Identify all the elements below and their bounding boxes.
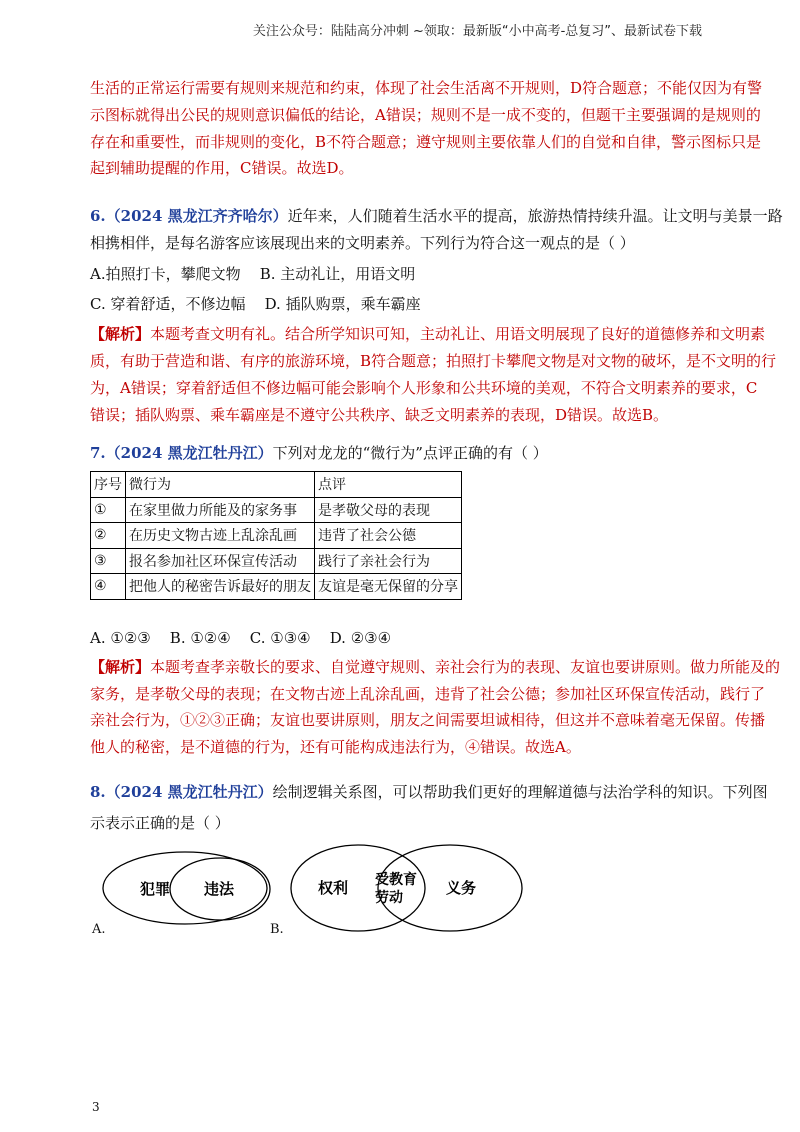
analysis-tag: 【解析】 bbox=[90, 325, 151, 344]
inner-label: 违法 bbox=[204, 880, 235, 898]
table-cell: 是孝敬父母的表现 bbox=[315, 497, 462, 523]
table-cell: 践行了亲社会行为 bbox=[315, 548, 462, 574]
option-c: C. ①③④ bbox=[249, 629, 311, 647]
analysis-text: 家务，是孝敬父母的表现；在文物古迹上乱涂乱画，违背了社会公德；参加社区环保宣传活动，践行了 bbox=[90, 684, 766, 703]
question-number: 7.（2024 黑龙江牡丹江） bbox=[90, 444, 273, 462]
question-stem: 下列对龙龙的“微行为”点评正确的有（ ） bbox=[272, 444, 548, 462]
table-header: 点评 bbox=[315, 472, 462, 498]
diagram-a-label: A. bbox=[92, 922, 106, 937]
option-d: D. 插队购票，乘车霸座 bbox=[264, 295, 421, 314]
question-number: 8.（2024 黑龙江牡丹江） bbox=[90, 783, 273, 801]
table-cell: 在家里做力所能及的家务事 bbox=[126, 497, 315, 523]
option-a: A. ①②③ bbox=[90, 629, 151, 647]
table-cell: 报名参加社区环保宣传活动 bbox=[126, 548, 315, 574]
question-7 bbox=[90, 440, 710, 467]
analysis-text: 本题考查文明有礼。结合所学知识可知，主动礼让、用语文明展现了良好的道德修养和文明素 bbox=[150, 325, 766, 344]
question-8 bbox=[90, 779, 768, 837]
behavior-table bbox=[90, 471, 462, 600]
diagram-b-label: B. bbox=[270, 922, 284, 937]
table-row bbox=[91, 548, 462, 574]
prev-analysis bbox=[90, 75, 763, 182]
table-cell: ① bbox=[91, 497, 126, 523]
table-header: 序号 bbox=[91, 472, 126, 498]
diagram-b bbox=[288, 842, 528, 934]
outer-label: 犯罪 bbox=[140, 880, 171, 898]
left-circle bbox=[291, 845, 425, 931]
table-header: 微行为 bbox=[126, 472, 315, 498]
question-stem: 示表示正确的是（ ） bbox=[90, 813, 230, 832]
center-label: 劳动 bbox=[375, 890, 403, 906]
question-stem: 相携相伴，是每名游客应该展现出来的文明素养。下列行为符合这一观点的是（ ） bbox=[90, 233, 635, 252]
table-row bbox=[91, 497, 462, 523]
analysis-text: 本题考查孝亲敬长的要求、自觉遵守规则、亲社会行为的表现、友谊也要讲原则。做力所能及的 bbox=[150, 657, 781, 676]
analysis-text: 亲社会行为，①②③正确；友谊也要讲原则，朋友之间需要坦诚相待，但这并不意味着毫无保留。传播 bbox=[90, 711, 766, 730]
option-d: D. ②③④ bbox=[329, 629, 392, 647]
table-cell: 违背了社会公德 bbox=[315, 523, 462, 549]
option-b: B. ①②④ bbox=[169, 629, 231, 647]
table-cell: 把他人的秘密告诉最好的朋友 bbox=[126, 574, 315, 600]
table-cell: ② bbox=[91, 523, 126, 549]
table-header-row bbox=[91, 472, 462, 498]
prev-analysis-line: 示图标就得出公民的规则意识偏低的结论，A错误；规则不是一成不变的，但题干主要强调的是规则的 bbox=[90, 105, 761, 124]
analysis-text: 错误；插队购票、乘车霸座是不遵守公共秩序、缺乏文明素养的表现，D错误。故选B。 bbox=[90, 405, 669, 424]
left-label: 权利 bbox=[318, 879, 349, 897]
question-7-options bbox=[90, 625, 781, 761]
question-stem: 绘制逻辑关系图，可以帮助我们更好的理解道德与法治学科的知识。下列图 bbox=[272, 783, 768, 801]
analysis bbox=[90, 321, 777, 428]
table-row bbox=[91, 574, 462, 600]
option-b: B. 主动礼让，用语文明 bbox=[259, 264, 416, 283]
analysis-text: 质，有助于营造和谐、有序的旅游环境，B符合题意；拍照打卡攀爬文物是对文物的破坏，是不文明的行 bbox=[90, 351, 777, 370]
right-label: 义务 bbox=[446, 879, 477, 897]
center-label: 受教育 bbox=[375, 872, 417, 888]
analysis-text: 为，A错误；穿着舒适但不修边幅可能会影响个人形象和公共环境的美观，不符合文明素养的要求，C bbox=[90, 378, 758, 397]
analysis-text: 他人的秘密，是不道德的行为，还有可能构成违法行为，④错误。故选A。 bbox=[90, 738, 581, 757]
analysis bbox=[90, 654, 781, 761]
prev-analysis-line: 生活的正常运行需要有规则来规范和约束，体现了社会生活离不开规则，D符合题意；不能仅因为有警 bbox=[90, 79, 763, 97]
option-a: A.拍照打卡，攀爬文物 bbox=[90, 264, 241, 283]
question-stem: 近年来，人们随着生活水平的提高，旅游热情持续升温。让文明与美景一路 bbox=[287, 207, 783, 225]
question-number: 6.（2024 黑龙江齐齐哈尔） bbox=[90, 207, 288, 225]
page-number: 3 bbox=[92, 1100, 100, 1114]
table-cell: 在历史文物古迹上乱涂乱画 bbox=[126, 523, 315, 549]
table-cell: ④ bbox=[91, 574, 126, 600]
page-header: 关注公众号：陆陆高分冲刺 ~领取：最新版“小中高考-总复习”、最新试卷下载 bbox=[252, 24, 702, 39]
prev-analysis-line: 起到辅助提醒的作用，C错误。故选D。 bbox=[90, 159, 354, 178]
table-row bbox=[91, 523, 462, 549]
table-cell: ③ bbox=[91, 548, 126, 574]
analysis-tag: 【解析】 bbox=[90, 657, 151, 676]
option-c: C. 穿着舒适，不修边幅 bbox=[90, 295, 246, 314]
outer-circle bbox=[103, 852, 267, 924]
table-cell: 友谊是毫无保留的分享 bbox=[315, 574, 462, 600]
diagram-a bbox=[100, 848, 275, 928]
question-6 bbox=[90, 203, 783, 428]
prev-analysis-line: 存在和重要性，而非规则的变化，B不符合题意；遵守规则主要依靠人们的自觉和自律，警示图标只是 bbox=[90, 132, 762, 151]
